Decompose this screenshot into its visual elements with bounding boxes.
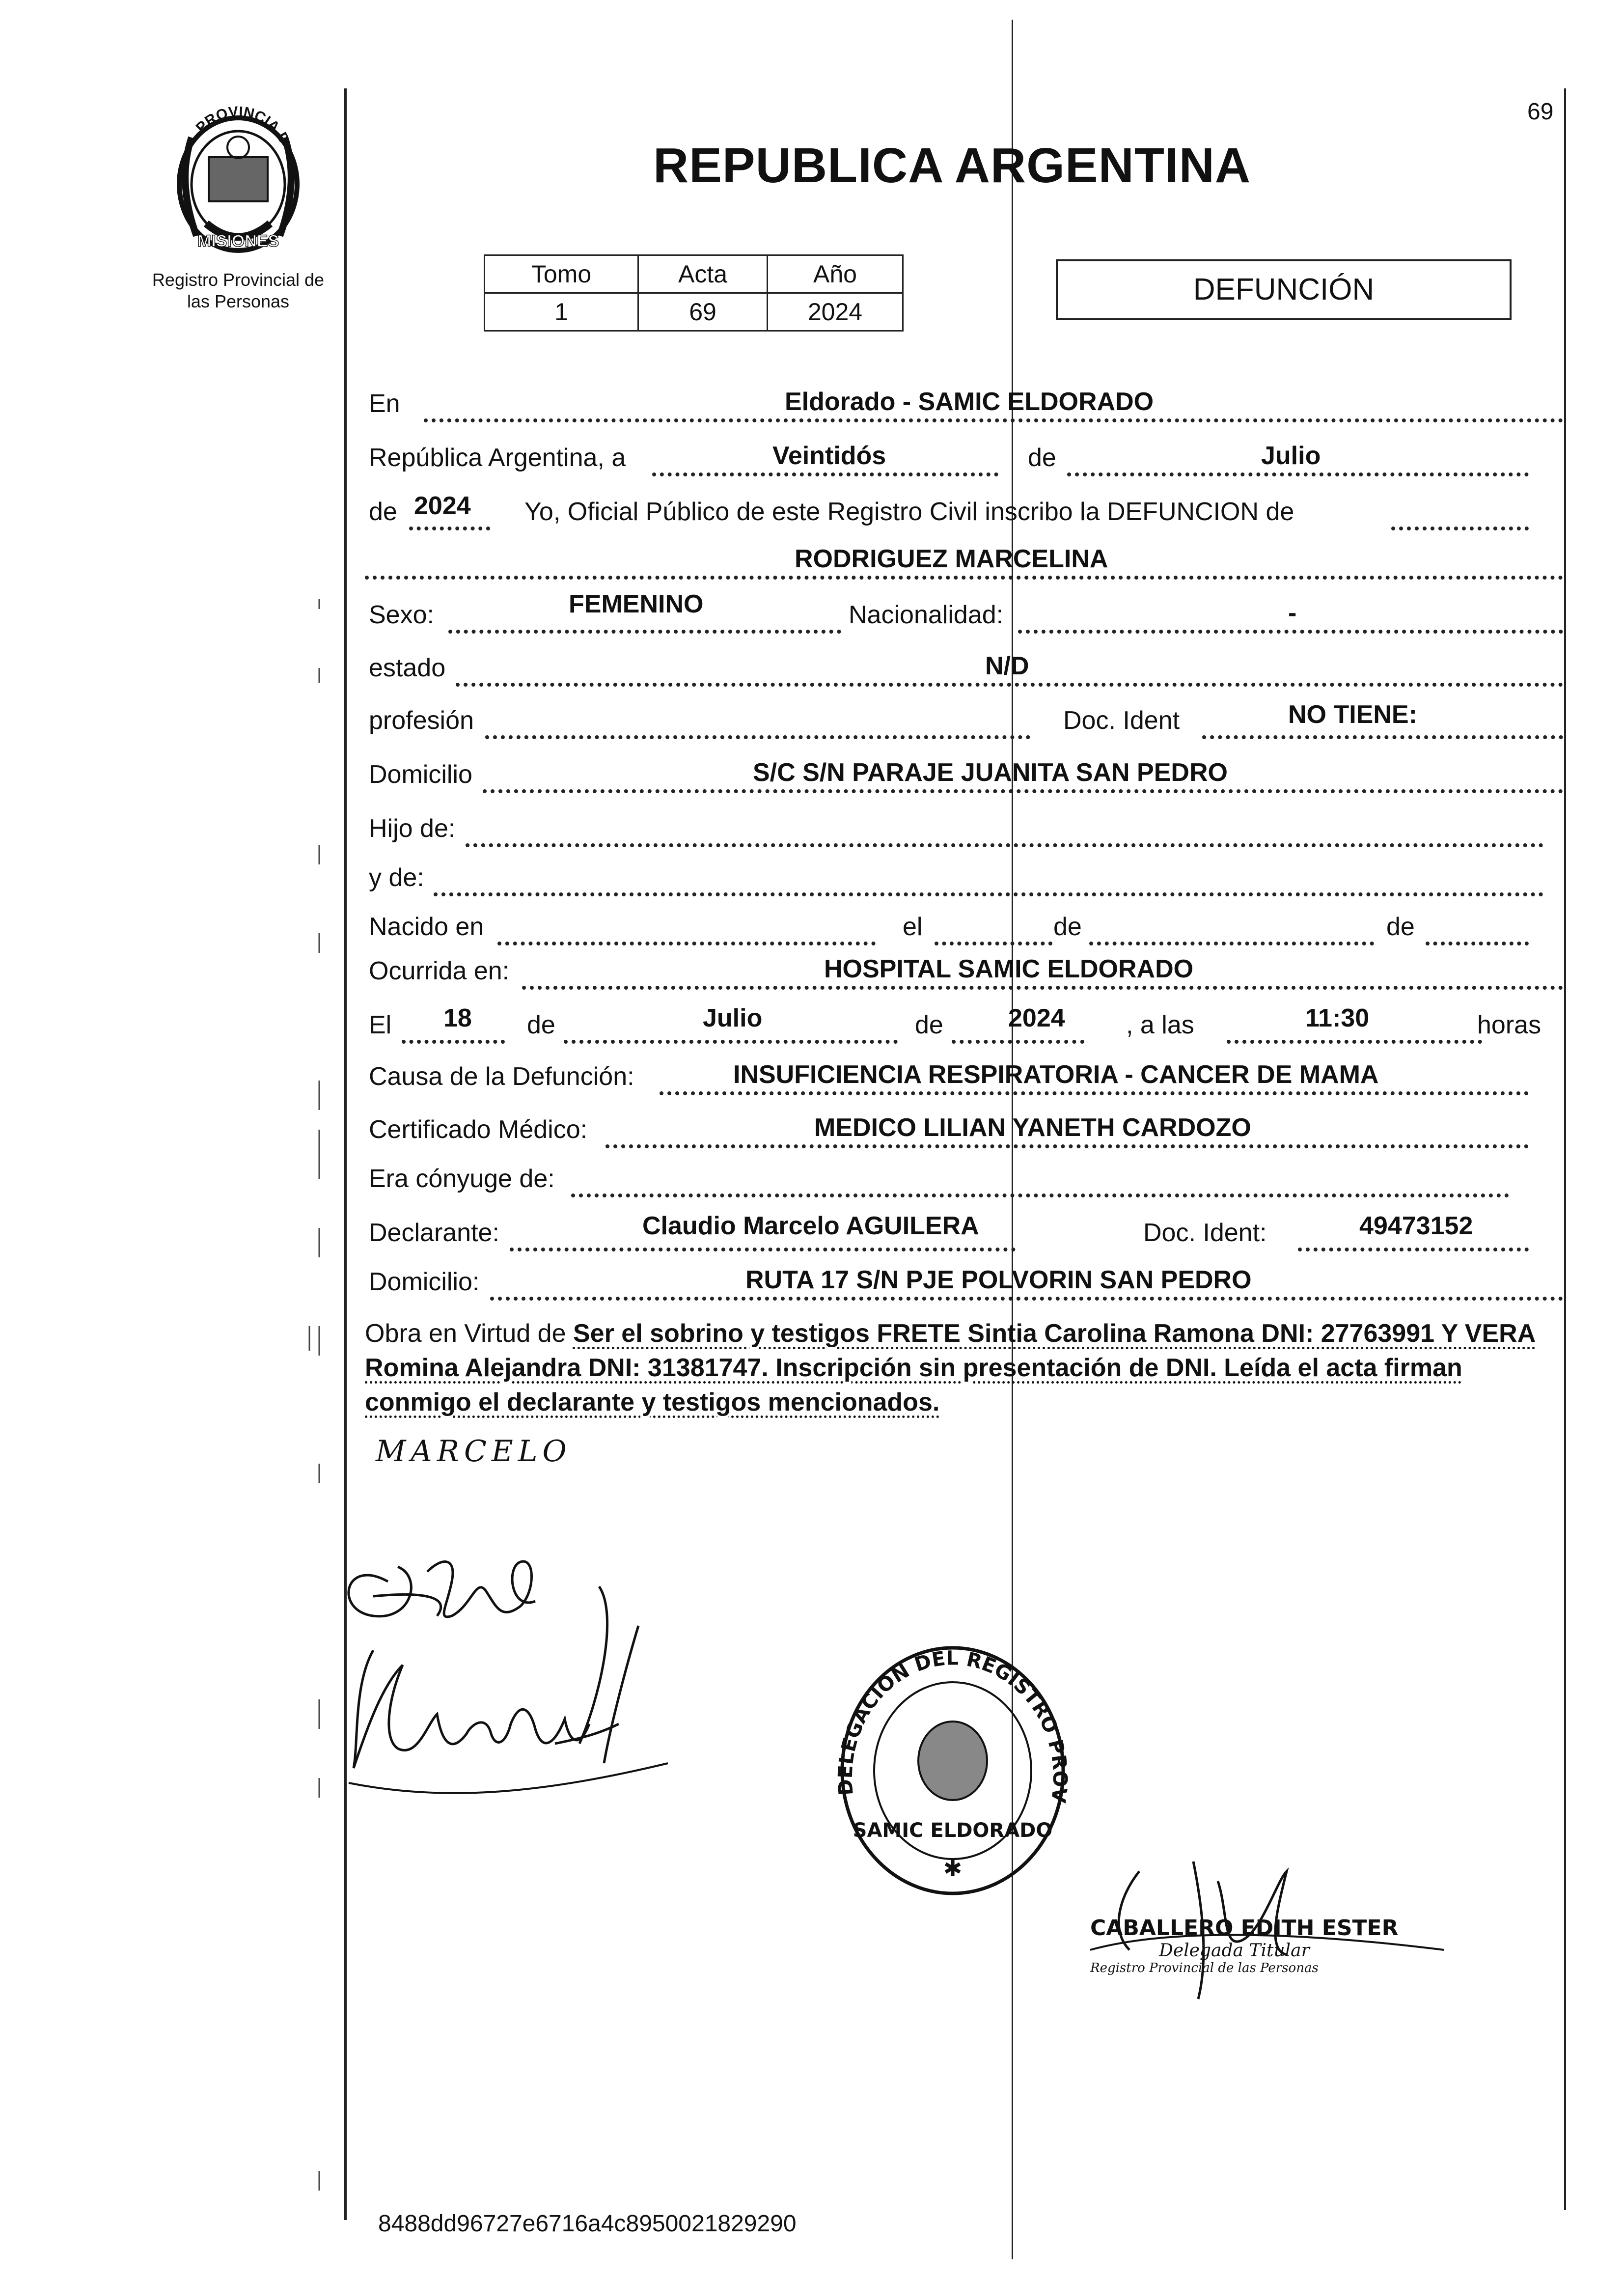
- row-hijo: [365, 808, 1543, 847]
- seal-bottom-text: MISIONES: [197, 232, 279, 250]
- causa-dotline: [660, 1091, 1529, 1095]
- domicilio2-value: RUTA 17 S/N PJE POLVORIN SAN PEDRO: [745, 1266, 1252, 1294]
- seal-top-text: PROVINCIA D: [193, 104, 293, 147]
- row-sexo: [365, 590, 1563, 634]
- row-causa: [365, 1056, 1529, 1095]
- de4-label: de: [1386, 913, 1415, 941]
- row-en: [365, 383, 1563, 422]
- anio2-dotline: [952, 1040, 1084, 1044]
- sexo-value: FEMENINO: [569, 590, 704, 618]
- nacionalidad-value: -: [1288, 599, 1297, 627]
- row-fecha: [365, 437, 1563, 476]
- nacido-label: Nacido en: [369, 913, 484, 941]
- registry-line1: Registro Provincial de: [152, 270, 325, 290]
- anio-dotline: [409, 527, 490, 530]
- declarante-value: Claudio Marcelo AGUILERA: [642, 1212, 979, 1240]
- profesion-label: profesión: [369, 706, 474, 735]
- de2-label: de: [369, 498, 397, 526]
- row-oficial: [365, 491, 1563, 530]
- row-nombre: [365, 540, 1563, 580]
- domicilio2-dotline: [490, 1297, 1563, 1301]
- svg-text:PROVINCIA DE: [157, 103, 293, 147]
- acta-header: Acta: [638, 255, 768, 293]
- record-table: [484, 254, 904, 332]
- anio-header: Año: [768, 255, 903, 293]
- horas-label: horas: [1477, 1011, 1541, 1039]
- page-title: REPUBLICA ARGENTINA: [653, 138, 1251, 193]
- hora-value: 11:30: [1305, 1004, 1370, 1032]
- hora-dotline: [1227, 1040, 1482, 1044]
- misiones-seal-logo: [157, 103, 319, 260]
- certificado-label: Certificado Médico:: [369, 1115, 588, 1144]
- domicilio-label: Domicilio: [369, 760, 472, 789]
- doc-label: Doc. Ident: [1063, 706, 1180, 735]
- row-domicilio2: [365, 1261, 1563, 1301]
- tomo-value: 1: [485, 293, 638, 331]
- yde-dotline: [434, 892, 1543, 896]
- en-dotline: [424, 418, 1563, 422]
- right-margin-line: [1564, 88, 1566, 2210]
- el2-label: El: [369, 1011, 392, 1039]
- hijo-dotline: [466, 843, 1543, 847]
- row-estado: [365, 647, 1563, 687]
- official-stamp-org: Registro Provincial de las Personas: [1090, 1961, 1319, 1975]
- de5-label: de: [527, 1011, 555, 1039]
- mes-dotline: [1067, 472, 1529, 476]
- registry-label: [133, 269, 344, 312]
- alas-label: , a las: [1126, 1011, 1194, 1039]
- dia2-value: 18: [443, 1004, 472, 1032]
- round-stamp-star-icon: ✱: [943, 1856, 963, 1881]
- row-profesion: [365, 700, 1563, 739]
- record-header-row: [485, 255, 903, 293]
- el-label: el: [903, 913, 923, 941]
- dia2-dotline: [402, 1040, 505, 1044]
- conyuge-label: Era cónyuge de:: [369, 1165, 555, 1193]
- certificado-value: MEDICO LILIAN YANETH CARDOZO: [814, 1113, 1251, 1142]
- round-stamp-outer-text: DELEGACION DEL REGISTRO PROV: [835, 1647, 1071, 1805]
- certificado-dotline: [606, 1144, 1529, 1148]
- row-declarante: [365, 1212, 1529, 1251]
- official-stamp-name: CABALLERO EDITH ESTER: [1090, 1916, 1399, 1941]
- doc2-dotline: [1298, 1248, 1529, 1251]
- acta-value: 69: [638, 293, 768, 331]
- left-margin-line: [344, 88, 347, 2220]
- ocurrida-value: HOSPITAL SAMIC ELDORADO: [824, 955, 1194, 983]
- document-hash-code: 8488dd96727e6716a4c8950021829290: [378, 2211, 797, 2237]
- doc2-label: Doc. Ident:: [1143, 1219, 1267, 1247]
- obra-paragraph: [365, 1316, 1558, 1419]
- official-stamp-role: Delegada Titular: [1159, 1941, 1310, 1961]
- de6-label: de: [915, 1011, 943, 1039]
- de3-label: de: [1053, 913, 1082, 941]
- record-value-row: [485, 293, 903, 331]
- de3-dotline: [1089, 942, 1374, 945]
- declarante-dotline: [510, 1248, 1016, 1251]
- conyuge-dotline: [571, 1194, 1509, 1197]
- mes-value: Julio: [1261, 442, 1321, 470]
- nombre-dotline: [365, 576, 1563, 580]
- yde-label: y de:: [369, 863, 424, 892]
- record-type-box: DEFUNCIÓN: [1056, 259, 1512, 320]
- republica-label: República Argentina, a: [369, 444, 626, 472]
- nombre-value: RODRIGUEZ MARCELINA: [795, 545, 1108, 573]
- mes2-value: Julio: [703, 1004, 763, 1032]
- anio2-value: 2024: [1008, 1004, 1065, 1032]
- nacionalidad-dotline: [1018, 630, 1563, 634]
- dia-value: Veintidós: [772, 442, 886, 470]
- profesion-dotline: [485, 735, 1030, 739]
- row-nacido: [365, 906, 1529, 945]
- declarante-label: Declarante:: [369, 1219, 499, 1247]
- row-yde: [365, 857, 1543, 896]
- causa-label: Causa de la Defunción:: [369, 1062, 634, 1091]
- estado-value: N/D: [985, 652, 1029, 680]
- declarant-signature: [324, 1537, 697, 1812]
- dia-dotline: [652, 472, 998, 476]
- obra-text: Ser el sobrino y testigos FRETE Sintia Carolina Ramona DNI: 27763991 Y VERA Romina Alejandra DNI: 31381747. Inscripción sin presentación de DNI. Leída el acta firman conmigo el declarante y testigos mencionados.: [365, 1319, 1536, 1416]
- de4-dotline: [1426, 942, 1529, 945]
- margin-marks: [295, 589, 324, 2210]
- handwritten-declarant-name: MARCELO: [376, 1434, 572, 1469]
- sexo-label: Sexo:: [369, 601, 434, 629]
- de1-label: de: [1028, 444, 1056, 472]
- estado-dotline: [456, 683, 1563, 687]
- row-certificado: [365, 1109, 1529, 1148]
- doc2-value: 49473152: [1359, 1212, 1473, 1240]
- causa-value: INSUFICIENCIA RESPIRATORIA - CANCER DE MAMA: [733, 1060, 1379, 1089]
- ocurrida-dotline: [522, 986, 1563, 990]
- domicilio-dotline: [483, 789, 1563, 793]
- nacionalidad-label: Nacionalidad:: [849, 601, 1004, 629]
- row-domicilio: [365, 754, 1563, 793]
- row-conyuge: [365, 1158, 1509, 1197]
- row-ocurrida: [365, 950, 1563, 990]
- oficial-dotline: [1391, 527, 1529, 530]
- mes2-dotline-visible: [564, 1040, 898, 1044]
- anio-value-field: 2024: [414, 492, 471, 520]
- el-dotline: [935, 942, 1052, 945]
- sexo-dotline: [448, 630, 841, 634]
- official-stamp-block: [1090, 1916, 1434, 1975]
- registry-line2: las Personas: [187, 291, 290, 311]
- en-value: Eldorado - SAMIC ELDORADO: [785, 388, 1154, 416]
- domicilio-value: S/C S/N PARAJE JUANITA SAN PEDRO: [753, 758, 1228, 787]
- hijo-label: Hijo de:: [369, 814, 456, 843]
- doc-value: NO TIENE:: [1288, 700, 1417, 729]
- en-label: En: [369, 389, 400, 418]
- page-number: 69: [1527, 99, 1554, 125]
- round-stamp-inner-text: SAMIC ELDORADO: [853, 1819, 1053, 1842]
- row-fecha-defuncion: [365, 1004, 1563, 1044]
- obra-prefix: Obra en Virtud de: [365, 1319, 566, 1348]
- nacido-dotline: [497, 942, 876, 945]
- doc-dotline: [1202, 735, 1563, 739]
- oficial-text: Yo, Oficial Público de este Registro Civil inscribo la DEFUNCION de: [524, 498, 1294, 526]
- registry-round-stamp: [835, 1640, 1071, 1901]
- domicilio2-label: Domicilio:: [369, 1268, 480, 1296]
- estado-label: estado: [369, 654, 446, 682]
- tomo-header: Tomo: [485, 255, 638, 293]
- ocurrida-label: Ocurrida en:: [369, 957, 510, 985]
- anio-value: 2024: [768, 293, 903, 331]
